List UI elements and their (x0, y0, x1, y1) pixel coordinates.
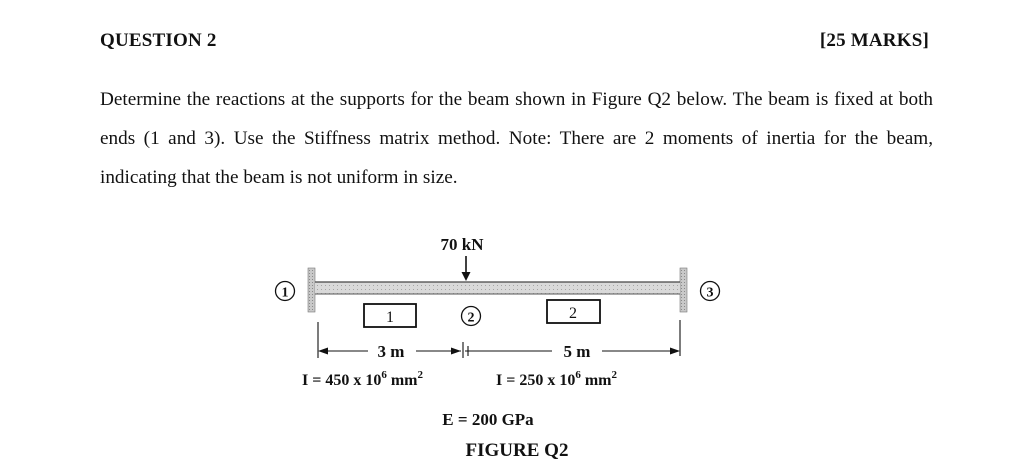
load-arrow-icon (462, 256, 471, 281)
node-3-label: 3 (706, 285, 714, 301)
question-text: Determine the reactions at the supports for the beam shown in Figure Q2 below. The beam is fixed at both ends (1 and 3). Use the Stiffness matrix method. Note: There are 2 moments of inertia for the beam, indicating that the beam is not uniform in size. (100, 89, 933, 188)
fixed-support-left (308, 268, 315, 312)
question-marks: [25 MARKS] (819, 30, 929, 51)
beam (315, 282, 680, 294)
element-2-label: 2 (569, 305, 577, 322)
node-1-label: 1 (281, 285, 289, 301)
span-2-label: 5 m (563, 342, 591, 361)
inertia-2-label: I = 250 x $10^6$ $mm^2$ (496, 369, 617, 389)
load-label: 70 kN (440, 235, 484, 254)
fixed-support-right (680, 268, 687, 312)
span-1-label: 3 m (377, 342, 405, 361)
element-1-label: 1 (386, 309, 394, 326)
inertia-1-label: I = 450 x $10^6$ $mm^2$ (302, 369, 423, 389)
figure-caption: FIGURE Q2 (465, 440, 569, 461)
dim-arrowhead-right-icon (670, 348, 680, 355)
dim-arrowhead-left-icon (318, 348, 328, 355)
modulus-label: E = 200 GPa (442, 410, 534, 429)
question-title: QUESTION 2 (100, 30, 217, 51)
dim-arrowhead-mid-icon (451, 348, 461, 355)
node-2-label: 2 (467, 310, 475, 326)
